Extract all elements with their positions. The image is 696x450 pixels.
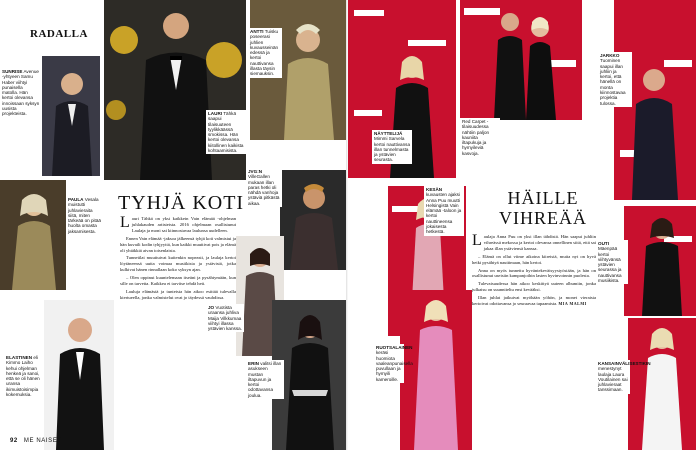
caption-sunrise: SUNRISE Avenue -yhtyeen Samu Haber viihtyi punaisella matolla. Hän kertoi olevansa innoissaan syksyn uusista projekteista. (0, 68, 42, 118)
drop-cap: L (120, 214, 130, 231)
caption-outi: OUTI Mäenpää kertoi viihtyvänsä ystävien seurassa ja nauttivansa musiikista. (596, 240, 628, 284)
caption-lauri: LAURI Tähkä saapui tilaisuuteen tyylikkäässä smokissa. Hän kertoi olevansa kiitollinen kaikista kohtaamisista. (206, 110, 246, 154)
caption-paula: PAULA Vesala muistutti juhlavieraita siitä, miten tärkeää on pitää huolta omasta jaksamisesta. (66, 196, 104, 235)
caption-jvg: JVG:N VilleGallen mukaan illan paras hetki oli nähdä vanhoja ystäviä pitkästä aikaa. (246, 168, 282, 207)
caption-jarkko: JARKKO Tuominen saapui illan juhliin ja kertoi, että hänellä on monta kiinnostavaa projektia tulossa. (598, 52, 632, 107)
body-paragraph: Anna on myös tunnettu hyväntekeväisyystyöstään, ja hän on osallistunut useisiin kampanjoihin lasten hyvinvoinnin puolesta. (472, 267, 596, 279)
body-paragraph: Ennen Vain elämää -jaksoa jälkeensä tyhjä koti valmistui ja hän kuvaili kodin tyhjyyttä, kun kaikki muuttivat pois ja elämä oli yhtäkkiä aivan toisenlaista. (120, 235, 236, 253)
lead-paragraph-right: Laulaja Anna Puu on yksi illan tähdistä. Hän saapui juhliin vihreässä mekossa ja kertoi olevansa onnellinen siitä, että sai jakaa illan ystäviensä kanssa. (472, 232, 596, 251)
body-paragraph: Lauluja elämästä ja tunteista hän aikoo esittää tulevalla kiertueella, jonka valmistelut ovat jo täydessä vauhdissa. (120, 288, 236, 300)
folio-left: 92 ME NAISET (10, 438, 62, 444)
photo-couple (460, 0, 582, 120)
photo-outi (624, 206, 696, 316)
caption-red: Red Carpet -tilaisuudessa nähtiin paljon kauniita iltapukuja ja hymyileviä kasvoja. (460, 118, 500, 157)
right-page (348, 0, 696, 450)
caption-nayttelija: NÄYTTELIJÄ Mimmi Sarvela kertoi nauttivansa illan tunnelmasta ja ystävien seurasta. (374, 131, 411, 163)
lead-paragraph: Lauri Tähkä on yksi kaikkein Vain elämää -ohjelman juhlakauden artisteista. 2016 ohjelmaan osallistunut Laulaja ja moni sai kiinnostavaa laulunsa uudelleen. (120, 214, 236, 233)
title-line-1: HÄILLE (507, 188, 579, 208)
drop-cap-right: L (472, 232, 482, 249)
title-line-2: VIHREÄÄ (499, 208, 587, 228)
body-paragraph: Tunnetilat muuttuivat kuitenkin nopeasti, ja laulaja kertoi löytäneensä uutta voimaa musiikista ja ystävistä, jotka kulkivat hänen rinnallaan koko syksyn ajan. (120, 255, 236, 273)
body-paragraph: Illan juhlat jatkuivat myöhään yöhön, ja monet vieraista kertoivat odottavansa jo seuraavaa tapaamista. MIA MALMI (472, 295, 596, 307)
caption-kesan: KESÄN kuvausten ajaksi Anna Puu muutti Helsingistä Vain elämää -taloon ja kertoi nauttineensa jokaisesta hetkestä. (424, 186, 464, 236)
caption-maija: JO Vuotista uraansa juhliva Maija Vilkkumaa viihtyi illassa ystävien kanssa. (206, 304, 244, 332)
signature: MIA MALMI (558, 301, 587, 307)
article-title: TYHJÄ KOTI (118, 192, 245, 214)
body-paragraph: Tulevaisuudessa hän aikoo keskittyä uuteen albumiin, jonka julkaisu on suunniteltu ensi kevääksi. (472, 281, 596, 293)
caption-erin: ERIN valitsi illan asukseen mustan iltapuvun ja kertoi odottavansa joulua. (246, 360, 284, 399)
caption-ruotsalainen: RUOTSALAINEN keräsi huomiota vaaleanpunaisella puvullaan ja hymyili kameroille. (376, 345, 413, 382)
caption-elastinen: ELASTINEN eli Kimmo Laiho kehui ohjelman henkeä ja sanoi, että se oli hänen uransa ikimuistoisimpia kokemuksia. (4, 354, 44, 398)
photo-paula (0, 180, 66, 290)
photo-ruotsalainen (400, 290, 472, 450)
body-paragraph: – Elämä on ollut viime aikoina kiireistä, mutta nyt on hyvä hetki pysähtyä nauttimaan, hän kertoi. (472, 253, 596, 265)
caption-antti: ANTTI Tuisku poseerasi juhlien kuvausseinän edessä ja kertoi nauttivansa illasta täysin siemauksin. (248, 28, 282, 78)
photo-jvg (280, 170, 346, 270)
photo-elastinen (44, 300, 114, 450)
article-title-right (488, 188, 598, 228)
body-paragraph: – Olen oppinut kuuntelemaan itseäni ja pysähtymään, kun sille on tarvetta. Kaikkea ei tarvitse tehdä heti. (120, 275, 236, 287)
section-title: RADALLA (30, 28, 88, 40)
article-body-right (472, 234, 596, 390)
caption-kansain: KANSAINVÄLISESTIKIN menestynyt laulaja Laura Voutilainen sai juhlavieraat tanssimaan. (598, 361, 651, 393)
photo-laura (628, 318, 696, 450)
photo-samu (42, 56, 100, 176)
